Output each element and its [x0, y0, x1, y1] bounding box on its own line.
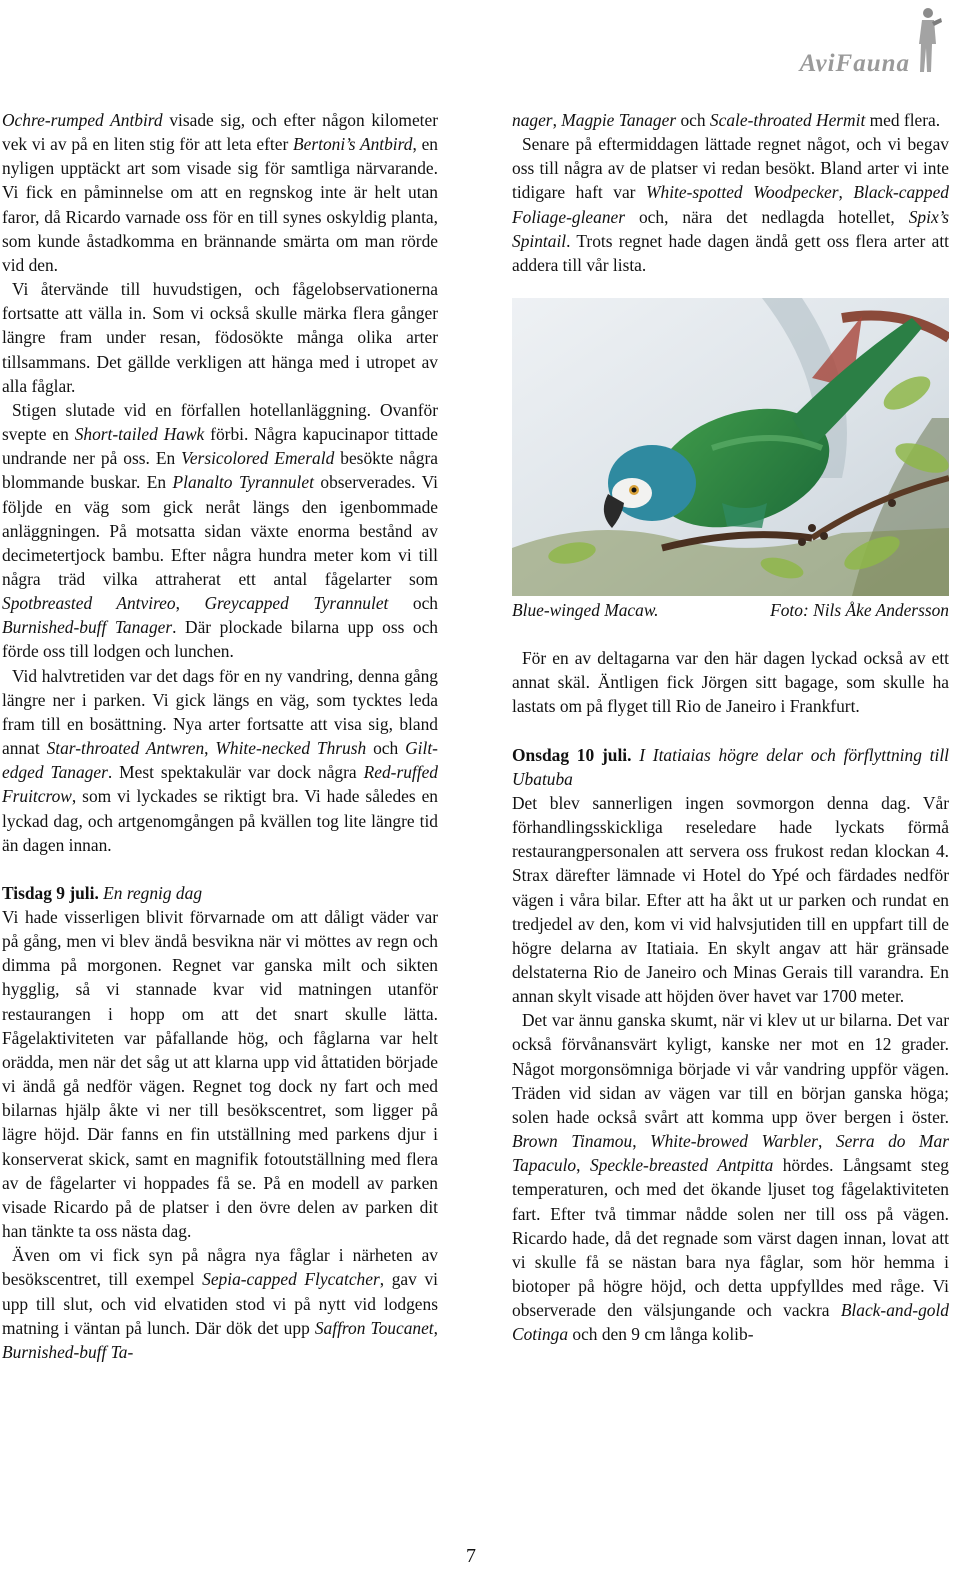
section-heading: [512, 743, 949, 791]
species-name: nager: [512, 110, 553, 130]
paragraph: [2, 398, 438, 664]
species-name: Speckle-breasted Antpitta: [589, 1155, 774, 1176]
species-name: Brown Tinamou: [512, 1131, 633, 1152]
body-text: Det blev sannerligen ingen sovmorgon denna dag. Vår förhandlingsskickliga reseledare hade lyckats förmå restaurangpersonalen att servera oss frukost redan klockan 4. Strax därefter lämnade vi Hotel do Ypé och färdades nedför vägen i våra bilar. Efter att ha åkt ut ur parken och rundat en tredjedel av den, kom vi vid halvsjutiden till en uppfart till de högre delarna av Itatiaia. En skylt angav att här gränsade delstaterna Rio de Janeiro och Minas Gerais till varandra. En annan skylt visade att höjden över havet var 1700 meter.: [512, 792, 949, 1007]
body-text: , som vi lyckades se riktigt bra. Vi hade således en lyckad dag, och artgenomgången på kvällen tog lite längre tid än dagen innan.: [2, 786, 438, 855]
paragraph: [512, 132, 949, 277]
section-title: I Itatiaias högre delar och förflyttning till Ubatuba: [512, 744, 949, 789]
paragraph: [512, 108, 949, 132]
body-text: Vi hade visserligen blivit förvarnade om att dåligt väder var på gång, men vi blev ändå besvikna när vi möttes av regn och dimma på morgonen. Regnet var ganska milt och sikten hygglig, så vi stannade kvar vid matningen utanför restaurangen i hopp om att det snart skulle lätta. Fågelaktiviteten var påfallande hög, och fåglarna var helt orädda, men när det såg ut att klarna upp vid åttatiden började vi ändå gå nedför vägen. Regnet tog dock ny fart och med bilarnas hjälp åkte vi ner till besökscentret, som ligger på lägre höjd. Där fanns en fin utställning med parkens djur i konserverat skick, samt en magnifik fotoutställning med flera av de fågelarter vi hoppades få se. På en modell av parken visade Ricardo på de platser i den övre delen av parken dit han tänkte ta oss nästa dag.: [2, 907, 438, 1242]
body-text: . Mest spektakulär var dock några: [107, 762, 364, 783]
species-name: Magpie Tanager: [561, 110, 677, 130]
species-name: Burnished-buff Ta-: [2, 1341, 134, 1362]
species-name: Star-throated Antwren: [46, 738, 205, 759]
body-text: hördes. Långsamt steg temperaturen, och med det ökande ljuset tog fågelaktiviteten fart. Efter två timmar nådde solen ner till oss på vägen. Ricardo hade, då det regnade som värst dagen innan, lovat att vi skulle få se nästan bara nya fåglar, som hör hemma i biotoper på högre höjd, och detta uppfylldes med råge. Vi observerade den välsjungande och vackra: [512, 1155, 949, 1321]
paragraph: [2, 1243, 438, 1364]
species-name: Black-capped Foliage-gleaner: [512, 182, 949, 227]
body-text: ,: [838, 182, 854, 203]
paragraph: [512, 1008, 949, 1346]
body-text: med flera.: [865, 110, 941, 130]
section-heading: [2, 881, 438, 905]
paragraph: [2, 108, 438, 277]
body-text: , en nyligen upptäckt art som visade sig för samtliga närvarande. Vi fick en påminnelse om att en regnskog inte är helt utan faror, då Ricardo varnade oss för en till synes oskyldig planta, som kunde åstadkomma en brännande smärta om man rörde vid den.: [2, 134, 438, 275]
body-text: Stigen slutade vid en förfallen hotellanläggning. Ovanför svepte en: [2, 399, 438, 445]
section-title: En regnig dag: [98, 882, 203, 903]
section-date: Onsdag 10 juli.: [512, 744, 632, 765]
body-text: . Trots regnet hade dagen ändå gett oss flera arter att addera till vår lista.: [512, 230, 949, 275]
paragraph: [512, 791, 949, 1008]
species-name: Sepia-capped Flycatcher: [202, 1269, 380, 1290]
paragraph: [512, 646, 949, 718]
body-text: Vid halvtretiden var det dags för en ny vandring, denna gång längre ner i parken. Vi gick längs en väg, som tycktes leda fram till en bosättning. Nya arter fortsatte att visa sig, bland annat: [2, 665, 438, 759]
body-text: förbi. Några kapucinapor tittade undrande ner på oss. En: [2, 424, 438, 469]
body-text: ,: [433, 1317, 438, 1338]
species-name: Planalto Tyrannulet: [172, 472, 314, 493]
species-name: Spotbreasted Antvireo: [2, 593, 176, 614]
species-name: Short-tailed Hawk: [74, 424, 205, 445]
species-name: Saffron Toucanet: [314, 1317, 434, 1338]
species-name: Gilt-edged Tanager: [2, 738, 438, 783]
species-name: White-browed Warbler: [650, 1131, 818, 1152]
body-text: besökte några blommande buskar. En: [2, 448, 438, 493]
body-text: Senare på eftermiddagen lättade regnet något, och vi begav oss till några av de platser vi redan besökt. Bland arter vi inte tidigare haft var: [512, 134, 949, 203]
species-name: Greycapped Tyrannulet: [204, 593, 389, 614]
section-date: Tisdag 9 juli.: [2, 882, 99, 903]
species-name: Burnished-buff Tanager: [2, 617, 173, 638]
avifauna-logo: [756, 4, 946, 76]
right-column: [512, 108, 949, 1346]
body-text: Även om vi fick syn på några nya fåglar i närheten av besökscentret, till exempel: [2, 1245, 438, 1290]
logo-text: AviFauna: [799, 50, 910, 77]
species-name: Ochre-rumped Antbird: [2, 110, 163, 130]
photo-caption: [512, 598, 949, 622]
species-name: Bertoni’s Antbird: [293, 134, 413, 155]
body-text: För en av deltagarna var den här dagen lyckad också av ett annat skäl. Äntligen fick Jörgen sitt bagage, som skulle ha lastats om på flyget till Rio de Janeiro i Frankfurt.: [512, 648, 949, 717]
page-number: 7: [466, 1545, 476, 1567]
body-text: ,: [552, 110, 562, 130]
body-text: ,: [175, 593, 205, 614]
paragraph: [2, 905, 438, 1243]
body-text: och, nära det nedlagda hotellet,: [625, 206, 909, 227]
species-name: White-spotted Woodpecker: [646, 182, 839, 203]
body-text: observerades. Vi följde en väg som gick neråt längs den igenbommade anläggningen. På motsatta sidan växte enorma bestånd av decimetertjock bambu. Efter några hundra meter kom vi till några träd vilka attraherat ett antal fågelarter som: [2, 472, 438, 589]
birdwatcher-figure-icon: [908, 4, 944, 76]
body-text: ,: [817, 1131, 836, 1152]
body-text: och den 9 cm långa kolib-: [568, 1324, 754, 1345]
species-name: Serra do Mar Tapaculo: [512, 1131, 949, 1176]
body-text: Vi återvände till huvudstigen, och fågelobservationerna fortsatte att välla in. Som vi också skulle märka flera gånger längre fram under resan, födosökte många olika arter tillsammans. Det gällde verkligen att hänga med i utropet av alla fåglar.: [2, 279, 438, 396]
caption-credit: Foto: Nils Åke Andersson: [770, 600, 949, 621]
species-name: Spix’s Spintail: [512, 206, 949, 251]
body-text: ,: [204, 738, 216, 759]
paragraph: [2, 277, 438, 398]
species-name: Scale-throated Hermit: [709, 110, 866, 130]
species-name: Red-ruffed Fruitcrow: [2, 762, 438, 807]
left-column: [2, 108, 438, 1364]
macaw-photo: [512, 298, 949, 596]
body-text: och: [366, 738, 406, 759]
body-text: . Där plockade bilarna upp oss och förde oss till lodgen och lunchen.: [2, 617, 438, 662]
body-text: , gav vi upp till slut, och vid elvatiden stod vi på nytt vid lodgens matning i väntan på lunch. Där dök det upp: [2, 1269, 438, 1338]
body-text: Det var ännu ganska skumt, när vi klev ut ur bilarna. Det var också förvånansvärt kyligt, kanske ner mot en 12 grader. Något morgonsömniga började vi vår vandring uppför vägen. Träden vid sidan av vägen var till en början ganska höga; solen hade också svårt att komma upp över bergen i öster.: [512, 1010, 949, 1127]
caption-species: Blue-winged Macaw.: [512, 600, 659, 621]
body-text: och: [676, 110, 710, 130]
species-name: Versicolored Emerald: [181, 448, 335, 469]
paragraph: [2, 664, 438, 857]
body-text: ,: [576, 1155, 590, 1176]
body-text: visade sig, och efter någon kilometer vek vi av på en liten stig för att leta efter: [2, 110, 438, 155]
species-name: White-necked Thrush: [215, 738, 367, 759]
body-text: och: [388, 593, 439, 614]
species-name: Black-and-gold Cotinga: [512, 1300, 949, 1345]
body-text: ,: [632, 1131, 651, 1152]
